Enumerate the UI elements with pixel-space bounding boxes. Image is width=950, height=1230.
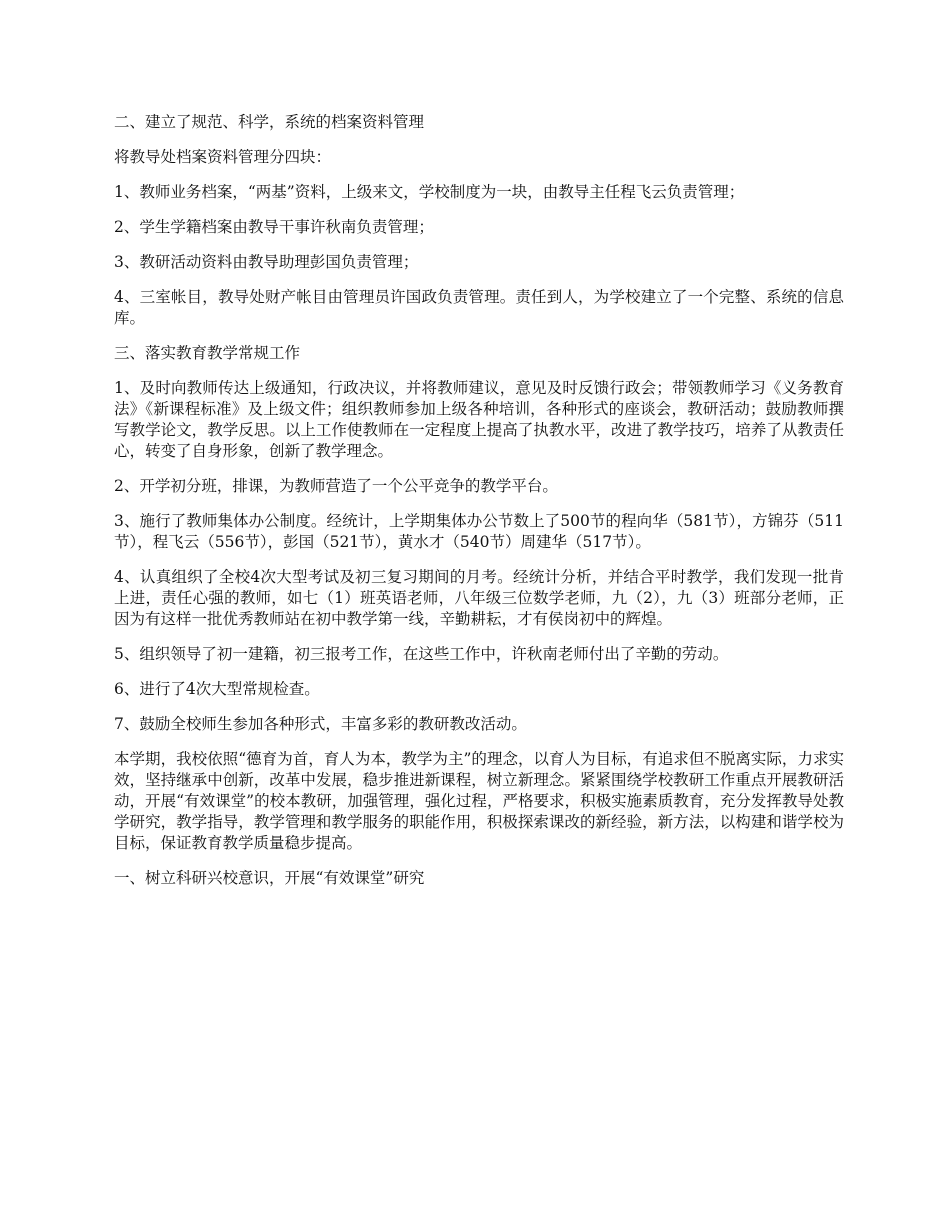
list-item: 2、开学初分班，排课，为教师营造了一个公平竞争的教学平台。 <box>114 477 558 495</box>
list-item: 4、认真组织了全校4次大型考试及初三复习期间的月考。经统计分析，并结合平时教学，我们发现一批肯上进，责任心强的教师，如七（1）班英语老师，八年级三位数学老师，九（2），九（3）班部分老师，正因为有这样一批优秀教师站在初中教学第一线，辛勤耕耘，才有侯岗初中的辉煌。 <box>114 568 844 628</box>
paragraph: 将教导处档案资料管理分四块： <box>114 148 332 166</box>
list-item: 7、鼓励全校师生参加各种形式，丰富多彩的教研教改活动。 <box>114 715 527 733</box>
list-item: 1、及时向教师传达上级通知，行政决议，并将教师建议，意见及时反馈行政会；带领教师学习《义务教育法》《新课程标准》及上级文件；组织教师参加上级各种培训，各种形式的座谈会，教研活动；鼓励教师撰写教学论文，教学反思。以上工作使教师在一定程度上提高了执教水平，改进了教学技巧，培养了从教责任心，转变了自身形象，创新了教学理念。 <box>114 379 844 460</box>
section-heading-archives: 二、建立了规范、科学，系统的档案资料管理 <box>114 113 425 131</box>
list-item: 6、进行了4次大型常规检查。 <box>114 680 320 698</box>
section-heading-routine-work: 三、落实教育教学常规工作 <box>114 344 301 362</box>
list-item: 4、三室帐目，教导处财产帐目由管理员许国政负责管理。责任到人，为学校建立了一个完整、系统的信息库。 <box>114 288 844 327</box>
list-item: 3、教研活动资料由教导助理彭国负责管理； <box>114 253 419 271</box>
list-item: 5、组织领导了初一建籍，初三报考工作，在这些工作中，许秋南老师付出了辛勤的劳动。 <box>114 645 729 663</box>
document-page <box>114 112 844 903</box>
list-item: 3、施行了教师集体办公制度。经统计，上学期集体办公节数上了500节的程向华（581节），方锦芬（511节），程飞云（556节），彭国（521节），黄水才（540节）周建华（517节）。 <box>114 512 844 551</box>
paragraph: 本学期，我校依照“德育为首，育人为本，教学为主”的理念，以育人为目标，有追求但不脱离实际，力求实效，坚持继承中创新，改革中发展，稳步推进新课程，树立新理念。紧紧围绕学校教研工作重点开展教研活动，开展“有效课堂”的校本教研，加强管理，强化过程，严格要求，积极实施素质教育，充分发挥教导处教学研究，教学指导，教学管理和教学服务的职能作用，积极探索课改的新经验，新方法，以构建和谐学校为目标，保证教育教学质量稳步提高。 <box>114 750 844 852</box>
list-item: 2、学生学籍档案由教导干事许秋南负责管理； <box>114 218 434 236</box>
section-heading-research: 一、树立科研兴校意识，开展“有效课堂”研究 <box>114 869 425 887</box>
list-item: 1、教师业务档案，“两基”资料，上级来文，学校制度为一块，由教导主任程飞云负责管理； <box>114 183 745 201</box>
